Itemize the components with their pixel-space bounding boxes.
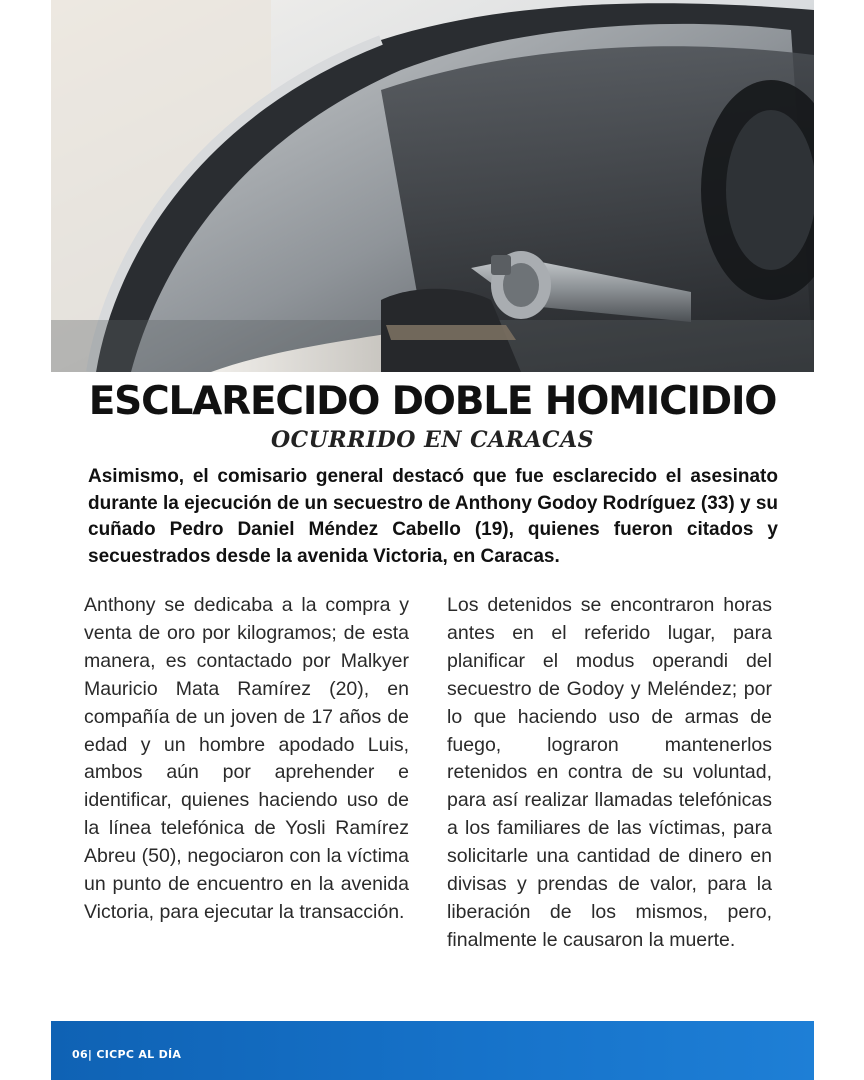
body-column-left: Anthony se dedicaba a la compra y venta de oro por kilogramos; de esta manera, es contactado por Malkyer Mauricio Mata Ramírez (20), en compañía de un joven de 17 años de edad y un hombre apodado Luis, ambos aún por aprehender e identificar, quienes haciendo uso de la línea telefónica de Yosli Ramírez Abreu (50), negociaron con la víctima un punto de encuentro en la avenida Victoria, para ejecutar la transacción. xyxy=(84,594,409,923)
car-window-gun-illustration xyxy=(51,0,814,372)
hero-photo xyxy=(51,0,814,372)
body-column-right: Los detenidos se encontraron horas antes en el referido lugar, para planificar el modus operandi del secuestro de Godoy y Meléndez; por lo que haciendo uso de armas de fuego, lograron mantenerlos retenidos en contra de su voluntad, para así realizar llamadas telefónicas a los familiares de las víctimas, para solicitarle una cantidad de dinero en divisas y prendas de valor, para la liberación de los mismos, pero, finalmente le causaron la muerte. xyxy=(447,594,772,951)
headline: ESCLARECIDO DOBLE HOMICIDIO xyxy=(88,379,777,424)
subheadline: OCURRIDO EN CARACAS xyxy=(270,427,595,453)
footer-page-label: 06| CICPC AL DÍA xyxy=(72,1048,182,1061)
footer-bar xyxy=(51,1021,814,1080)
lead-paragraph: Asimismo, el comisario general destacó que fue esclarecido el asesinato durante la ejecución de un secuestro de Anthony Godoy Rodríguez (33) y su cuñado Pedro Daniel Méndez Cabello (19), quienes fueron citados y secuestrados desde la avenida Victoria, en Caracas. xyxy=(88,466,778,567)
